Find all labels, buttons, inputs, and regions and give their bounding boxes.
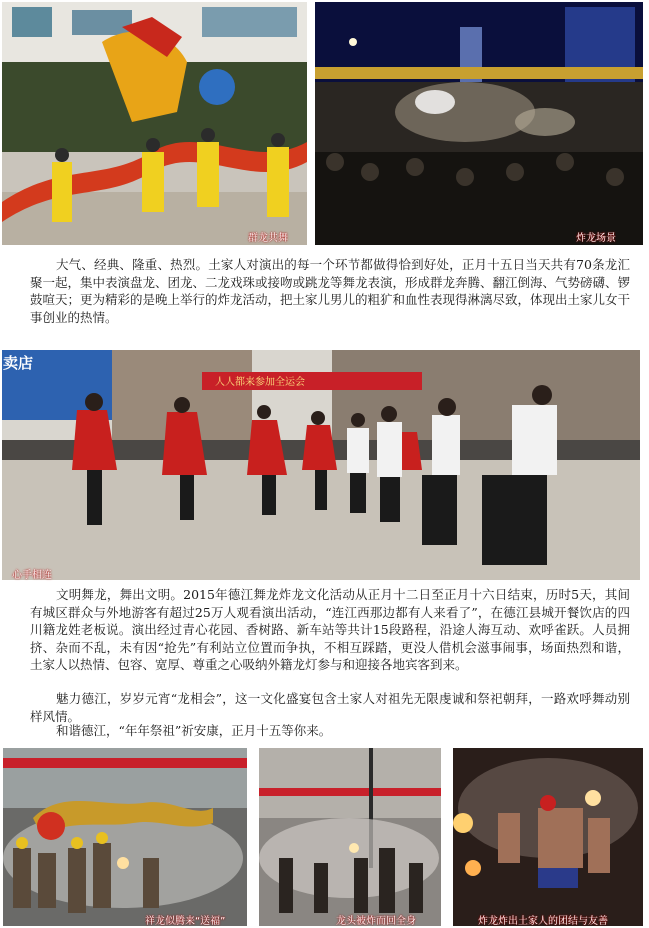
shop-sign: 卖店 [3, 354, 34, 372]
photo-dancers [2, 350, 640, 580]
paragraph-charm: 魅力德江，岁岁元宵“龙相会”，这一文化盛宴包含土家人对祖先无限虔诚和祭祀朝拜，一路欢呼舞动别样风情。 [30, 691, 630, 724]
photo-caption: 炸龙炸出土家人的团结与友善 [478, 916, 608, 927]
photo-caption: 炸龙场景 [576, 233, 616, 244]
paragraph-intro: 大气、经典、隆重、热烈。土家人对演出的每一个环节都做得恰到好处，正月十五日当天共有70条龙汇聚一起，集中表演盘龙、团龙、二龙戏珠或接吻或跳龙等舞龙表演，形成群龙奔腾、翻江倒海、气势磅礴、锣鼓喧天；更为精彩的是晚上举行的炸龙活动，把土家儿男儿的粗犷和血性表现得淋漓尽致，体现出土家儿女干事创业的热情。 [30, 257, 631, 325]
street-banner: 人人都来参加全运会 [215, 377, 305, 388]
photo-dragon-head-fireworks [259, 748, 441, 926]
paragraph-civilized-dance: 文明舞龙，舞出文明。2015年德江舞龙炸龙文化活动从正月十二日至正月十六日结束，历时5天，其间有城区群众与外地游客有超过25万人观看演出活动，“连江西那边都有人来看了”，在德江县城开餐饮店的四川籍龙姓老板说。演出经过青心花园、香树路、新车站等共计15段路程，沿途人海互动、欢呼雀跃。人员拥挤、杂而不乱，未有因“抢先”有利站立位置而争执，不相互踩踏，更没人借机会滋事闹事，场面热烈和谐，土家人以热情、包容、宽厚、尊重之心吸纳外籍龙灯参与和迎接各地宾客到来。 [30, 587, 630, 672]
photo-unity-fireworks [453, 748, 643, 926]
paragraph-harmony: 和谐德江，“年年祭祖”祈安康，正月十五等你来。 [56, 723, 332, 738]
photo-dragon-dance [2, 2, 307, 245]
photo-caption: 龙头被炸而回全身 [336, 916, 416, 927]
photo-caption: 心手相连 [12, 570, 52, 581]
photo-dragon-fireworks-night [315, 2, 643, 245]
photo-caption: 祥龙似腾来“送福” [145, 916, 226, 927]
photo-caption: 群龙共舞 [248, 233, 288, 244]
photo-dragon-blessing [3, 748, 247, 926]
